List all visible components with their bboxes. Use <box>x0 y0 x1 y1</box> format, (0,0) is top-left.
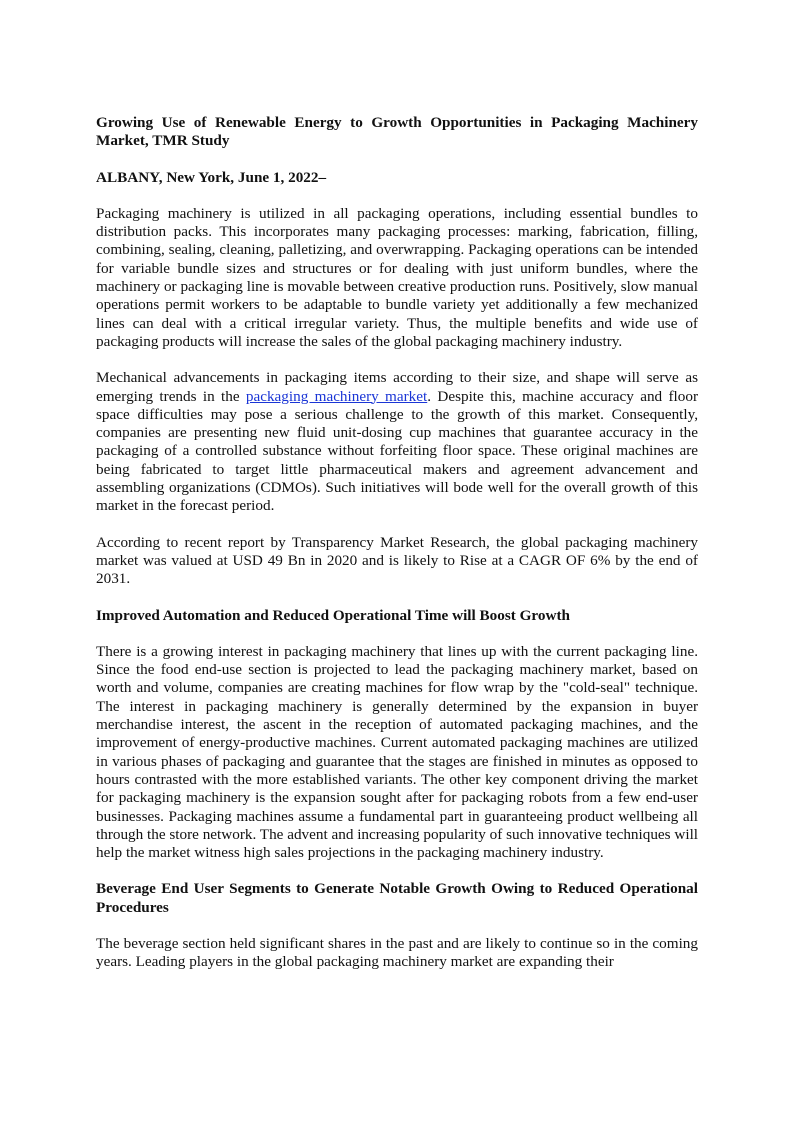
paragraph-automation: There is a growing interest in packaging machinery that lines up with the current packaging line. Since the food end-use section is projected to lead the packaging machinery market, based on worth and volume, companies are creating machines for flow wrap by the "cold-seal" technique. The interest in packaging machinery is generally determined by the expansion in buyer merchandise interest, the ascent in the reception of automated packaging machines, and the improvement of energy-productive machines. Current automated packaging machines are utilized in various phases of packaging and guarantee that the stages are finished in minutes as opposed to hours contrasted with the more established variants. The other key component driving the market for packaging machinery is the expansion sought after for packaging robots from a few end-user businesses. Packaging machines assume a fundamental part in guaranteeing product wellbeing all through the store network. The advent and increasing popularity of such innovative techniques will help the market witness high sales projections in the packaging machinery industry. <box>96 642 699 862</box>
paragraph-beverage: The beverage section held significant shares in the past and are likely to continue so in the coming years. Leading players in the global packaging machinery market are expanding their <box>96 934 698 971</box>
subheading-beverage: Beverage End User Segments to Generate Notable Growth Owing to Reduced Operational Procedures <box>96 880 698 916</box>
paragraph-trends <box>96 369 698 515</box>
packaging-machinery-market-link[interactable]: packaging machinery market <box>245 387 428 405</box>
paragraph-trends-text-after: . Despite this, machine accuracy and floor space difficulties may pose a serious challenge to the growth of this market. Consequently, companies are presenting new fluid unit-dosing cup machines that guarantee accuracy in the packaging of a controlled substance without forfeiting floor space. These original machines are being fabricated to target little pharmaceutical makers and agreement advancement and assembling organizations (CDMOs). Such initiatives will bode well for the overall growth of this market in the forecast period. <box>96 387 699 515</box>
document-page <box>96 114 698 990</box>
paragraph-intro: Packaging machinery is utilized in all packaging operations, including essential bundles to distribution packs. This incorporates many packaging processes: marking, fabrication, filling, combining, sealing, cleaning, palletizing, and overwrapping. Packaging operations can be intended for variable bundle sizes and structures or for dealing with just uniform bundles, where the machinery or packaging line is movable between creative production runs. Positively, slow manual operations permit workers to be adaptable to bundle variety yet additionally a few mechanized lines can deal with a critical irregular variety. Thus, the multiple benefits and wide use of packaging products will increase the sales of the global packaging machinery industry. <box>96 204 698 350</box>
document-title: Growing Use of Renewable Energy to Growth Opportunities in Packaging Machinery Market, TMR Study <box>96 114 698 150</box>
subheading-automation: Improved Automation and Reduced Operational Time will Boost Growth <box>96 606 570 624</box>
paragraph-market-value: According to recent report by Transparency Market Research, the global packaging machinery market was valued at USD 49 Bn in 2020 and is likely to Rise at a CAGR OF 6% by the end of 2031. <box>96 533 698 588</box>
paragraph-trends-text-before: Mechanical advancements in packaging items according to their size, and shape will serve as emerging trends in the <box>96 369 698 405</box>
dateline: ALBANY, New York, June 1, 2022– <box>96 168 327 186</box>
